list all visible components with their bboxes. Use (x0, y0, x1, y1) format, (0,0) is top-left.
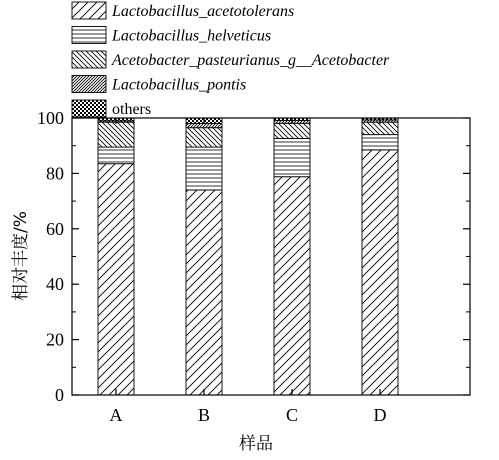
legend-swatch-1 (72, 27, 106, 44)
bar-segment-b-0 (186, 190, 222, 395)
y-axis-label: 相对丰度/% (11, 211, 31, 301)
bar-segment-d-1 (362, 135, 398, 150)
bar-segment-d-0 (362, 150, 398, 395)
bar-segment-b-3 (186, 124, 222, 128)
x-axis (110, 118, 387, 425)
y-tick-label: 20 (46, 329, 64, 350)
bar-segment-b-1 (186, 147, 222, 190)
bar-segment-a-2 (98, 122, 134, 147)
y-tick-label: 0 (55, 385, 64, 405)
bar-segment-d-2 (362, 122, 398, 134)
legend-label-1: Lactobacillus_helveticus (112, 27, 272, 45)
legend-label-4: others (112, 101, 152, 118)
legend-swatch-3 (72, 76, 106, 93)
x-tick-label: A (109, 405, 123, 425)
legend-label-3: Lactobacillus_pontis (112, 76, 247, 94)
x-tick-label: B (197, 405, 211, 425)
legend-label-0: Lactobacillus_acetotolerans (112, 3, 295, 20)
bar-segment-a-0 (98, 164, 134, 395)
bar-segment-c-0 (274, 177, 310, 395)
legend-swatch-4 (72, 100, 106, 117)
y-tick-label: 80 (46, 163, 64, 184)
x-tick-label: D (373, 405, 387, 425)
x-axis-label: 样品 (239, 434, 273, 454)
legend-swatch-0 (72, 2, 106, 19)
bar-segment-a-1 (98, 147, 134, 164)
legend (72, 2, 390, 118)
bar-segment-c-2 (274, 123, 310, 138)
legend-label-2: Acetobacter_pasteurianus_g__Acetobacter (112, 52, 390, 69)
bar-segment-b-2 (186, 128, 222, 147)
y-tick-label: 40 (46, 274, 64, 295)
legend-swatch-2 (72, 51, 106, 68)
y-tick-label: 100 (37, 108, 64, 128)
y-tick-label: 60 (46, 218, 64, 239)
bar-segment-c-1 (274, 138, 310, 176)
x-tick-label: C (285, 405, 299, 425)
bars-group (98, 118, 398, 395)
